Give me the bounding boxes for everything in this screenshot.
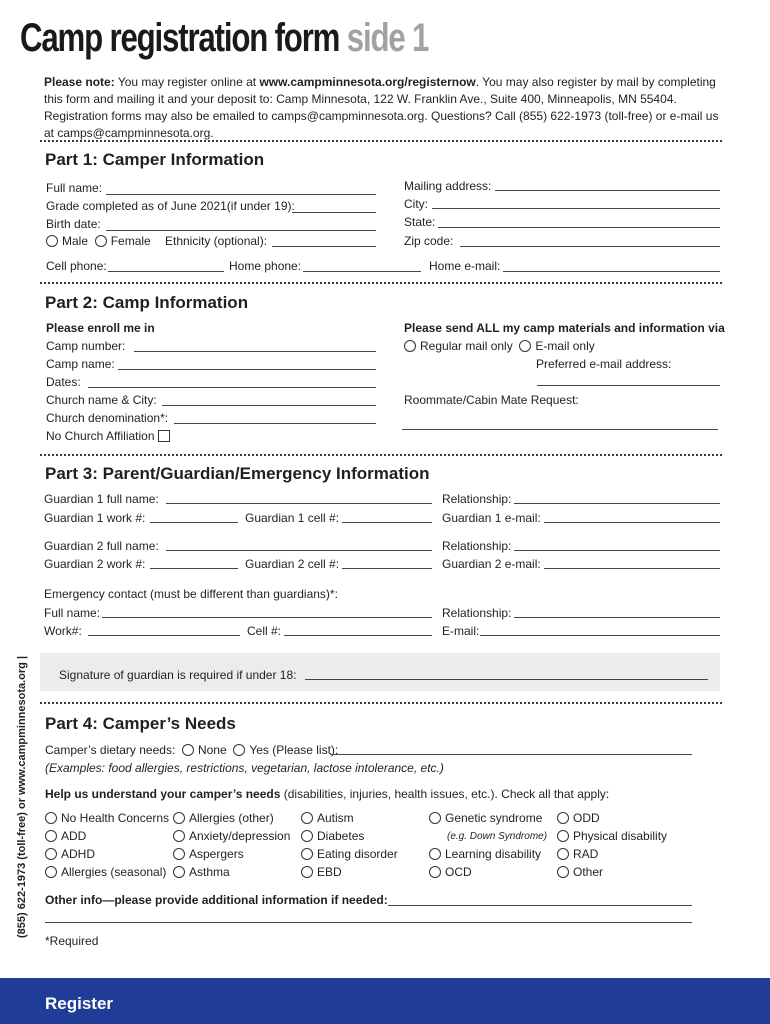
denomination-label: Church denomination*:	[46, 411, 169, 425]
registration-note	[44, 74, 724, 142]
camp-number-field[interactable]	[134, 351, 376, 352]
divider	[40, 282, 722, 284]
cell-phone-label: Cell phone:	[46, 259, 107, 273]
radio-icon[interactable]	[173, 866, 185, 878]
other-info-field-2[interactable]	[45, 922, 692, 923]
need-label: ADD	[61, 829, 87, 843]
diet-none-label: None	[197, 743, 227, 757]
divider	[40, 702, 722, 704]
need-label: Autism	[317, 811, 354, 825]
g2-rel-label: Relationship:	[442, 539, 512, 553]
diet-yes-label: Yes (Please list):	[249, 743, 339, 757]
g1-cell-label: Guardian 1 cell #:	[245, 511, 340, 525]
regular-mail-radio[interactable]	[404, 340, 416, 352]
radio-icon[interactable]	[429, 848, 441, 860]
other-info-label: Other info—please provide additional information if needed:	[45, 893, 388, 907]
need-label: Physical disability	[573, 829, 668, 843]
radio-icon[interactable]	[557, 830, 569, 842]
female-label: Female	[110, 234, 151, 248]
need-item[interactable]	[429, 865, 472, 879]
e-cell-label: Cell #:	[247, 624, 282, 638]
required-note: *Required	[45, 934, 99, 948]
radio-icon[interactable]	[173, 812, 185, 824]
need-label: Learning disability	[445, 847, 542, 861]
home-email-field[interactable]	[503, 271, 720, 272]
e-name-field[interactable]	[102, 617, 432, 618]
genetic-note: (e.g. Down Syndrome)	[447, 831, 548, 842]
home-phone-label: Home phone:	[229, 259, 302, 273]
need-label: EBD	[317, 865, 342, 879]
g1-name-field[interactable]	[166, 503, 432, 504]
grade-label: Grade completed as of June 2021(if under 19):	[46, 199, 295, 213]
need-item[interactable]	[173, 829, 290, 843]
g1-work-field[interactable]	[150, 522, 238, 523]
male-label: Male	[62, 234, 89, 248]
emergency-label: Emergency contact (must be different than guardians)*:	[44, 587, 338, 601]
need-item[interactable]	[173, 865, 230, 879]
page-title	[20, 16, 428, 61]
radio-icon[interactable]	[429, 812, 441, 824]
need-label: OCD	[445, 865, 472, 879]
dietary-field[interactable]	[330, 754, 692, 755]
title-side: side 1	[346, 16, 429, 60]
help-bold: Help us understand your camper’s needs	[45, 787, 281, 801]
state-field[interactable]	[438, 227, 720, 228]
e-rel-label: Relationship:	[442, 606, 512, 620]
g1-work-label: Guardian 1 work #:	[44, 511, 146, 525]
g1-rel-field[interactable]	[514, 503, 720, 504]
gender-row	[46, 234, 151, 248]
note-lead: Please note:	[44, 75, 115, 89]
birth-date-field[interactable]	[106, 230, 376, 231]
camp-number-label: Camp number:	[46, 339, 126, 353]
mailing-label: Mailing address:	[404, 179, 492, 193]
g2-cell-field[interactable]	[342, 568, 432, 569]
full-name-label: Full name:	[46, 181, 103, 195]
e-work-field[interactable]	[88, 635, 240, 636]
full-name-field[interactable]	[106, 194, 376, 195]
cell-phone-field[interactable]	[108, 271, 224, 272]
footer-bar	[0, 978, 770, 1024]
need-label: Allergies (seasonal)	[61, 865, 167, 879]
need-item[interactable]	[557, 847, 598, 861]
grade-field[interactable]	[292, 212, 376, 213]
need-label: Anxiety/depression	[189, 829, 291, 843]
g1-email-label: Guardian 1 e-mail:	[442, 511, 541, 525]
g1-rel-label: Relationship:	[442, 492, 512, 506]
other-info-field[interactable]	[388, 905, 692, 906]
need-item[interactable]	[173, 847, 244, 861]
radio-icon[interactable]	[45, 848, 57, 860]
mail-options	[404, 339, 595, 353]
need-label: Genetic syndrome	[445, 811, 543, 825]
need-label: No Health Concerns	[61, 811, 170, 825]
no-church-checkbox[interactable]	[158, 430, 170, 442]
regular-mail-label: Regular mail only	[420, 339, 513, 353]
no-church-label: No Church Affiliation	[46, 429, 155, 443]
need-item[interactable]	[45, 829, 86, 843]
g2-work-label: Guardian 2 work #:	[44, 557, 146, 571]
need-label: ODD	[573, 811, 600, 825]
need-item[interactable]	[301, 829, 364, 843]
city-label: City:	[404, 197, 428, 211]
divider	[40, 140, 722, 142]
g2-name-label: Guardian 2 full name:	[44, 539, 159, 553]
signature-label: Signature of guardian is required if under 18:	[59, 668, 297, 682]
e-name-label: Full name:	[44, 606, 101, 620]
ethnicity-label: Ethnicity (optional):	[165, 234, 268, 248]
e-rel-field[interactable]	[514, 617, 720, 618]
part3-heading: Part 3: Parent/Guardian/Emergency Information	[45, 464, 430, 483]
need-label: Aspergers	[189, 847, 244, 861]
zip-label: Zip code:	[404, 234, 454, 248]
need-item[interactable]	[557, 865, 603, 879]
g1-name-label: Guardian 1 full name:	[44, 492, 159, 506]
need-item[interactable]	[173, 811, 274, 825]
need-item[interactable]	[45, 811, 169, 825]
need-label: Other	[573, 865, 604, 879]
e-work-label: Work#:	[44, 624, 82, 638]
email-only-radio[interactable]	[519, 340, 531, 352]
need-item[interactable]	[301, 811, 354, 825]
need-label: RAD	[573, 847, 599, 861]
need-item[interactable]	[45, 847, 95, 861]
camp-name-label: Camp name:	[46, 357, 115, 371]
signature-field[interactable]	[305, 679, 708, 680]
dietary-examples: (Examples: food allergies, restrictions, vegetarian, lactose intolerance, etc.)	[45, 761, 444, 775]
radio-icon[interactable]	[45, 830, 57, 842]
dietary-label: Camper’s dietary needs:	[45, 743, 176, 757]
male-radio[interactable]	[46, 235, 58, 247]
roommate-field[interactable]	[402, 429, 718, 430]
g2-work-field[interactable]	[150, 568, 238, 569]
g2-rel-field[interactable]	[514, 550, 720, 551]
radio-icon[interactable]	[45, 812, 57, 824]
no-church-row	[46, 429, 170, 443]
e-email-label: E-mail:	[442, 624, 480, 638]
part1-heading: Part 1: Camper Information	[45, 150, 265, 169]
note-text2: . You may also register by mail by completing this form and mailing it and your deposit to: Camp Minnesota, 122 W. Franklin Ave., Suite 400, Minneapolis, MN 55404. Registration forms may also be emailed to camps@campminnesota.org. Questions? Call (855) 622-1973 (toll-free) or e-mail us at camps@campminnesota.org.	[44, 75, 719, 140]
birth-date-label: Birth date:	[46, 217, 101, 231]
diet-none-radio[interactable]	[182, 744, 194, 756]
g2-email-label: Guardian 2 e-mail:	[442, 557, 541, 571]
diet-yes-radio[interactable]	[233, 744, 245, 756]
dietary-row	[45, 743, 338, 757]
need-item[interactable]	[557, 829, 667, 843]
radio-icon[interactable]	[301, 866, 313, 878]
need-label: ADHD	[61, 847, 96, 861]
radio-icon[interactable]	[557, 848, 569, 860]
part2-heading: Part 2: Camp Information	[45, 293, 249, 312]
need-item[interactable]	[301, 865, 342, 879]
register-button[interactable]: Register	[45, 994, 114, 1013]
help-rest: (disabilities, injuries, health issues, etc.). Check all that apply:	[280, 787, 610, 801]
radio-icon[interactable]	[429, 866, 441, 878]
ethnicity-field[interactable]	[272, 246, 376, 247]
g2-cell-label: Guardian 2 cell #:	[245, 557, 340, 571]
need-label: Eating disorder	[317, 847, 398, 861]
radio-icon[interactable]	[45, 866, 57, 878]
home-email-label: Home e-mail:	[429, 259, 501, 273]
camp-name-field[interactable]	[118, 369, 376, 370]
radio-icon[interactable]	[301, 812, 313, 824]
enroll-label: Please enroll me in	[46, 321, 155, 335]
help-text	[45, 787, 609, 801]
home-phone-field[interactable]	[303, 271, 421, 272]
radio-icon[interactable]	[557, 812, 569, 824]
note-url[interactable]: www.campminnesota.org/registernow	[259, 75, 476, 89]
need-item[interactable]	[429, 811, 542, 825]
city-field[interactable]	[432, 208, 720, 209]
need-item[interactable]	[301, 847, 398, 861]
part4-heading: Part 4: Camper’s Needs	[45, 714, 236, 733]
radio-icon[interactable]	[557, 866, 569, 878]
radio-icon[interactable]	[301, 830, 313, 842]
need-item[interactable]	[45, 865, 166, 879]
e-email-field[interactable]	[480, 635, 720, 636]
female-radio[interactable]	[95, 235, 107, 247]
need-label: Asthma	[189, 865, 230, 879]
need-item[interactable]	[557, 811, 600, 825]
denomination-field[interactable]	[174, 423, 376, 424]
email-only-label: E-mail only	[535, 339, 595, 353]
radio-icon[interactable]	[173, 848, 185, 860]
radio-icon[interactable]	[301, 848, 313, 860]
g1-email-field[interactable]	[544, 522, 720, 523]
need-label: Allergies (other)	[189, 811, 274, 825]
divider	[40, 454, 722, 456]
church-field[interactable]	[162, 405, 376, 406]
need-label: Diabetes	[317, 829, 365, 843]
dates-label: Dates:	[46, 375, 81, 389]
church-label: Church name & City:	[46, 393, 157, 407]
side-contact-text: (855) 622-1973 (toll-free) or www.campminnesota.org |	[16, 655, 28, 938]
mailing-field[interactable]	[495, 190, 720, 191]
zip-field[interactable]	[460, 246, 720, 247]
preferred-email-field[interactable]	[537, 385, 720, 386]
g2-name-field[interactable]	[166, 550, 432, 551]
send-all-label: Please send ALL my camp materials and information via	[404, 321, 725, 335]
title-main: Camp registration form	[20, 16, 340, 60]
note-text1: You may register online at	[114, 75, 260, 89]
preferred-email-label: Preferred e-mail address:	[536, 357, 672, 371]
dates-field[interactable]	[88, 387, 376, 388]
state-label: State:	[404, 215, 436, 229]
e-cell-field[interactable]	[284, 635, 432, 636]
g1-cell-field[interactable]	[342, 522, 432, 523]
need-item[interactable]	[429, 847, 541, 861]
roommate-label: Roommate/Cabin Mate Request:	[404, 393, 579, 407]
g2-email-field[interactable]	[544, 568, 720, 569]
radio-icon[interactable]	[173, 830, 185, 842]
